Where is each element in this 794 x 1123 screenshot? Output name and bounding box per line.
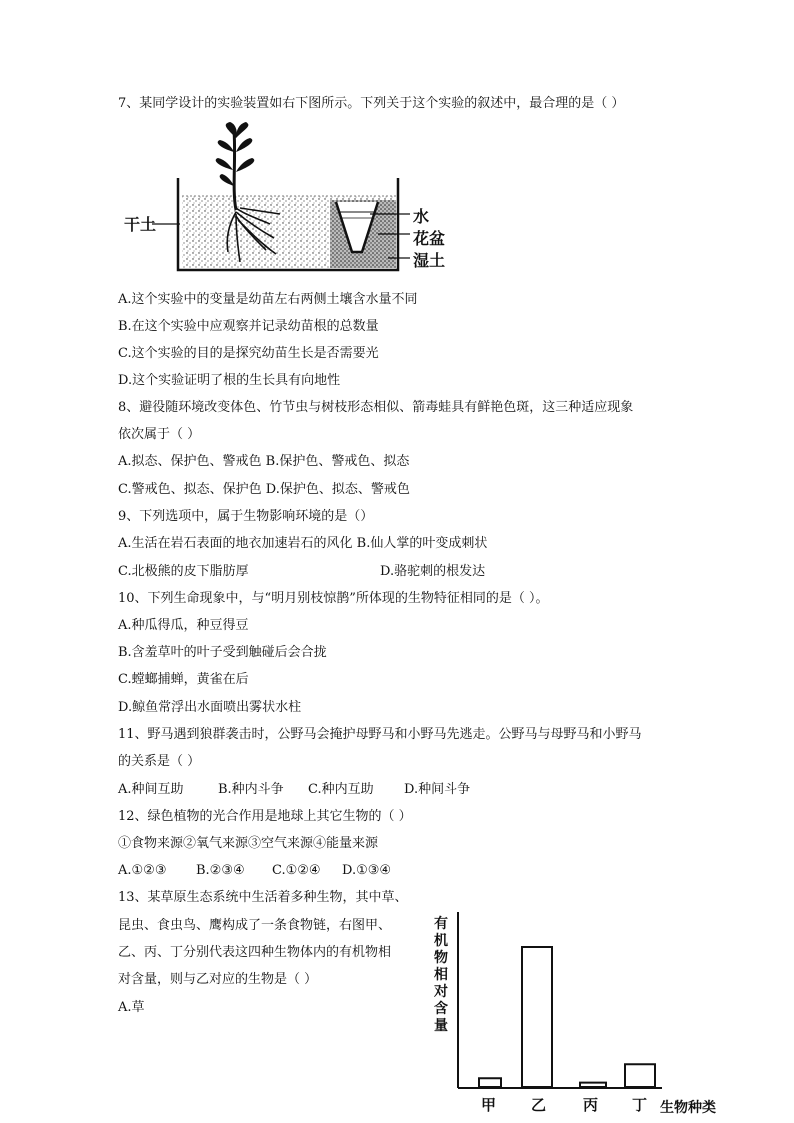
q10-stem: 10、下列生命现象中，与“明月别枝惊鹊”所体现的生物特征相同的是（ ）。 (118, 591, 549, 606)
q8-stem-line2: 依次属于（ ） (118, 427, 201, 442)
category-label-yi: 乙 (531, 1096, 547, 1114)
q11-option-b: B.种内斗争 (218, 782, 284, 797)
q7-stem: 7、某同学设计的实验装置如右下图所示。下列关于这个实验的叙述中，最合理的是（ ） (118, 96, 625, 111)
chart-x-axis-label: 生物种类 (660, 1100, 716, 1116)
q11-option-a: A.种间互助 (118, 782, 184, 797)
q13-line4: 对含量，则与乙对应的生物是（ ） (118, 972, 318, 987)
q11-stem-line2: 的关系是（ ） (118, 754, 201, 769)
q10-option-c: C.螳螂捕蝉，黄雀在后 (118, 672, 249, 687)
category-label-bing: 丙 (583, 1096, 599, 1114)
pot-label: 花盆 (413, 229, 446, 248)
q12-option-a: A.①②③ (118, 863, 167, 878)
q7-option-b: B.在这个实验中应观察并记录幼苗根的总数量 (118, 319, 379, 334)
experiment-apparatus-figure (0, 0, 794, 300)
q13-line3: 乙、丙、丁分别代表这四种生物体内的有机物相 (118, 945, 392, 960)
q12-option-b: B.②③④ (196, 863, 245, 878)
q7-option-c: C.这个实验的目的是探究幼苗生长是否需要光 (118, 346, 379, 361)
q8-stem-line1: 8、避役随环境改变体色、竹节虫与树枝形态相似、箭毒蛙具有鲜艳色斑，这三种适应现象 (118, 400, 634, 415)
q9-stem: 9、下列选项中，属于生物影响环境的是（） (118, 509, 374, 524)
q12-stem: 12、绿色植物的光合作用是地球上其它生物的（ ） (118, 809, 412, 824)
q12-option-c: C.①②④ (272, 863, 321, 878)
q10-option-b: B.含羞草叶的叶子受到触碰后会合拢 (118, 645, 327, 660)
bar-1 (522, 947, 552, 1087)
dry-soil-label: 干土 (124, 215, 157, 234)
q8-options-line1: A.拟态、保护色、警戒色 B.保护色、警戒色、拟态 (118, 454, 410, 469)
q13-line1: 13、某草原生态系统中生活着多种生物，其中草、 (118, 890, 408, 905)
q12-option-d: D.①③④ (342, 863, 392, 878)
wet-soil-label: 湿土 (413, 251, 446, 270)
q7-option-a: A.这个实验中的变量是幼苗左右两侧土壤含水量不同 (118, 292, 418, 307)
bar-3 (625, 1064, 655, 1087)
chart-y-axis-label: 有机物相对含量 (434, 916, 448, 1034)
seedling-stem (234, 130, 236, 210)
q8-options-line2: C.警戒色、拟态、保护色 D.保护色、拟态、警戒色 (118, 482, 410, 497)
q7-option-d: D.这个实验证明了根的生长具有向地性 (118, 373, 341, 388)
water-label: 水 (413, 207, 430, 226)
q12-items: ①食物来源②氧气来源③空气来源④能量来源 (118, 836, 379, 851)
bar-2 (580, 1083, 606, 1087)
q9-options-line1: A.生活在岩石表面的地衣加速岩石的风化 B.仙人掌的叶变成刺状 (118, 536, 488, 551)
q11-option-d: D.种间斗争 (404, 782, 471, 797)
q9-option-d: D.骆驼刺的根发达 (380, 564, 486, 579)
q9-option-c: C.北极熊的皮下脂肪厚 (118, 564, 249, 579)
category-label-ding: 丁 (632, 1096, 648, 1114)
leaf-icon (226, 122, 237, 138)
q11-stem-line1: 11、野马遇到狼群袭击时，公野马会掩护母野马和小野马先逃走。公野马与母野马和小野马 (118, 727, 642, 742)
q10-option-a: A.种瓜得瓜，种豆得豆 (118, 618, 249, 633)
q13-line2: 昆虫、食虫鸟、鹰构成了一条食物链，右图甲、 (118, 918, 392, 933)
q11-option-c: C.种内互助 (308, 782, 374, 797)
bar-0 (479, 1078, 501, 1087)
category-label-jia: 甲 (481, 1096, 497, 1114)
q13-option-a: A.草 (118, 1000, 145, 1015)
q10-option-d: D.鲸鱼常浮出水面喷出雾状水柱 (118, 700, 302, 715)
